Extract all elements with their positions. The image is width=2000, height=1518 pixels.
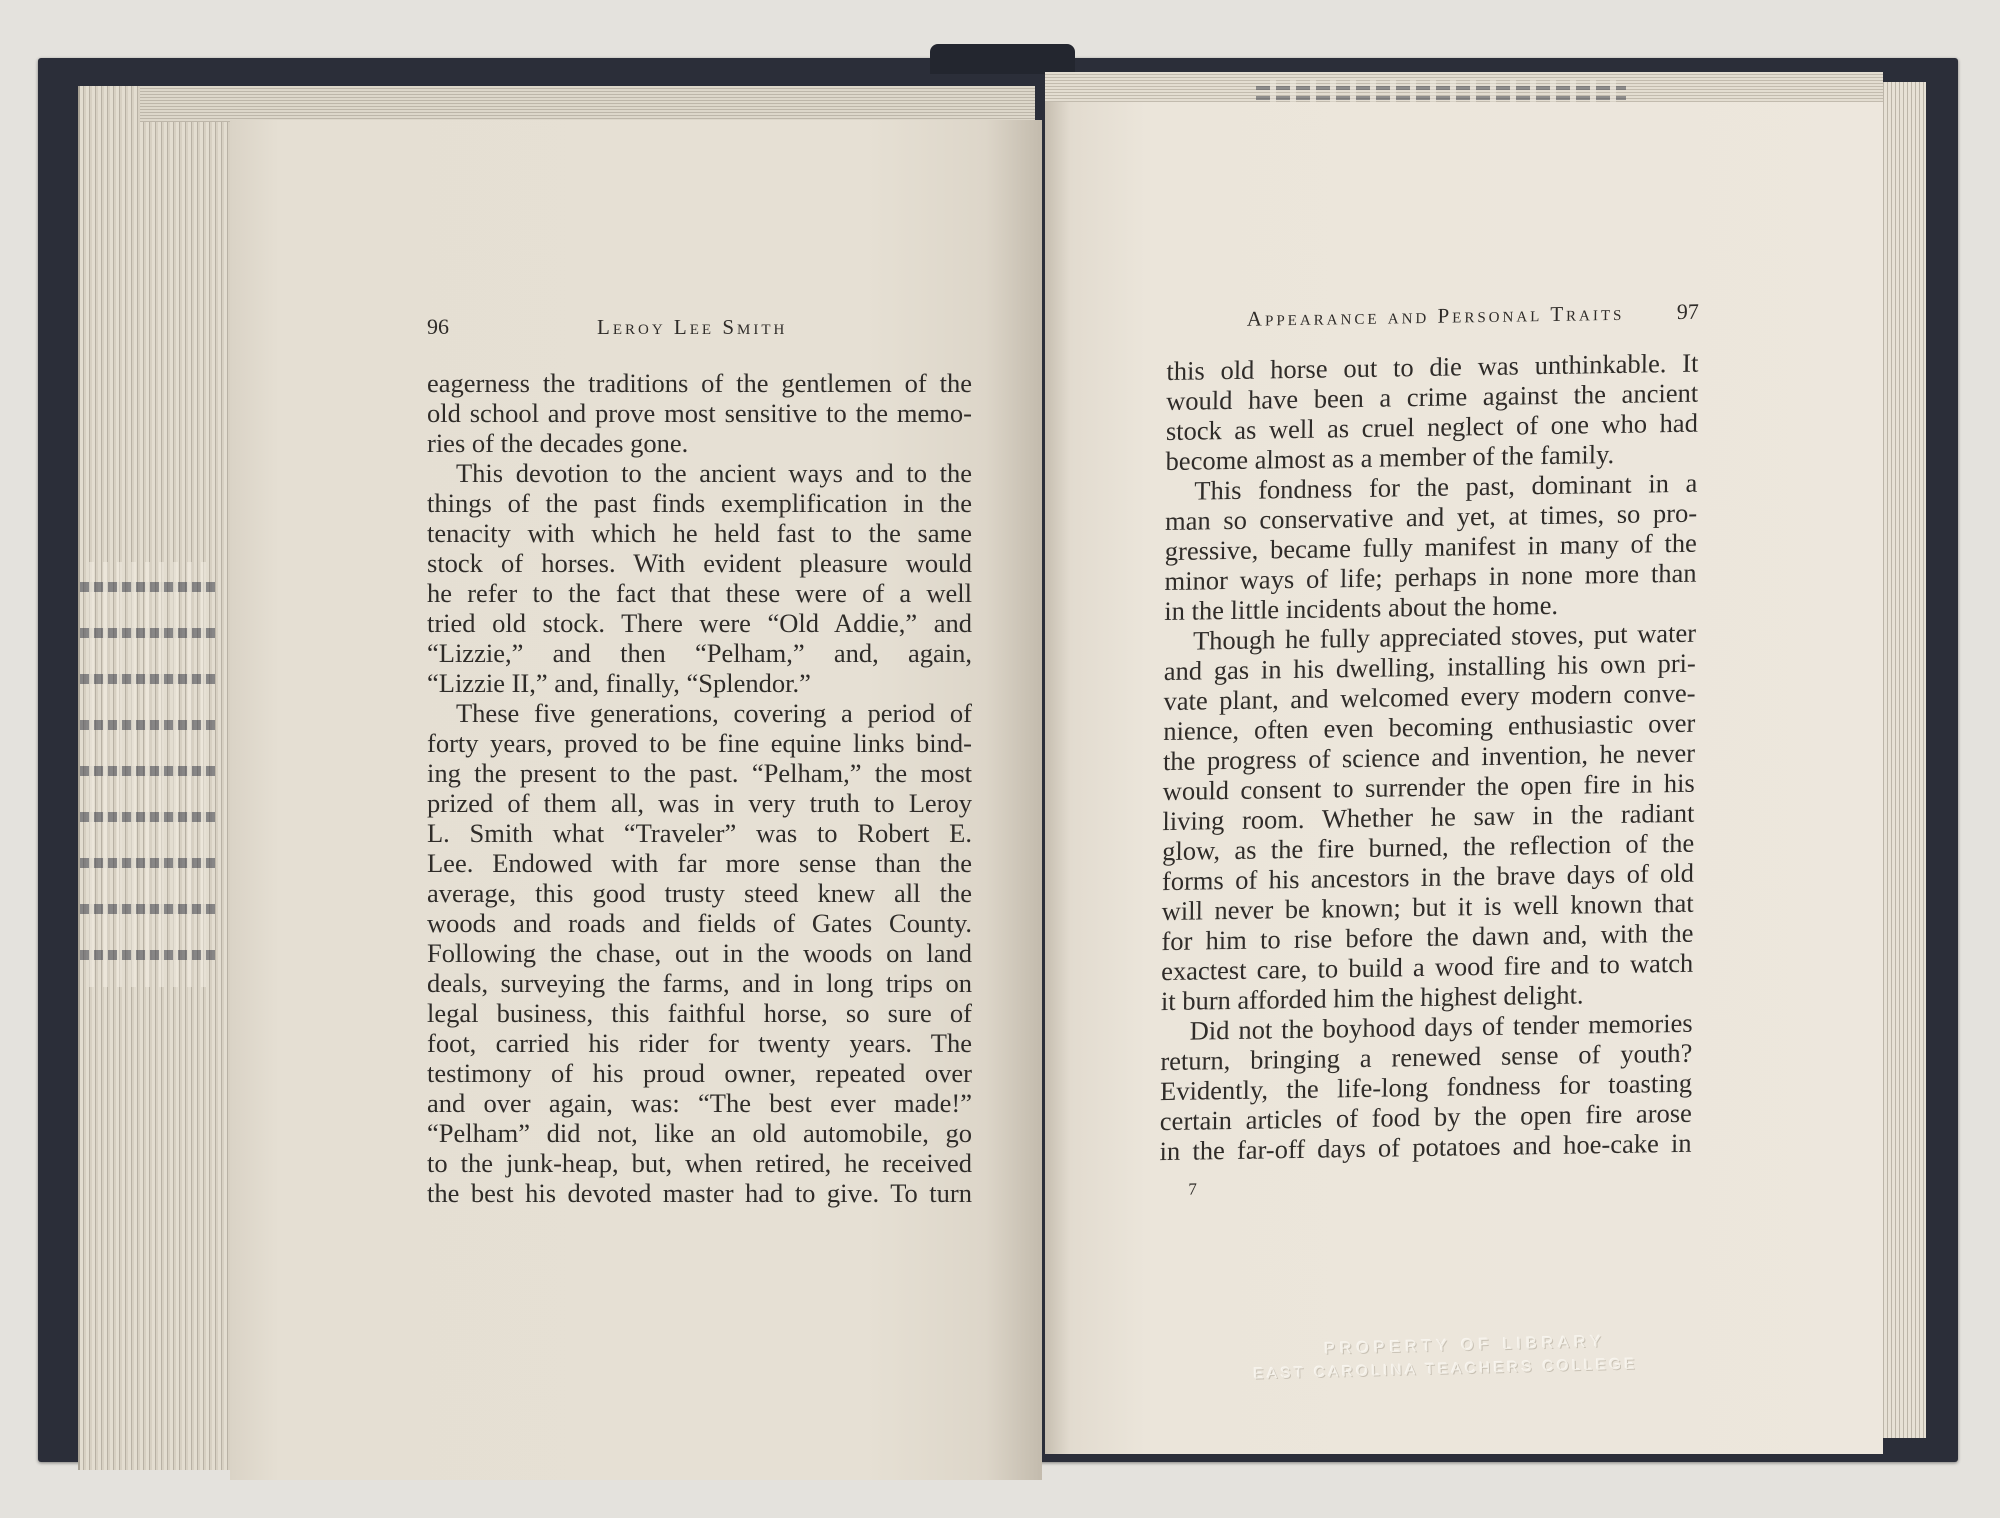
right-page-content (1159, 297, 1699, 1205)
fore-edge-ink-marks (80, 562, 215, 987)
text-line: it burn afforded him the highest delight. (1160, 979, 1584, 1017)
text-line: L. Smith what “Traveler” was to Robert E. (427, 818, 972, 848)
right-page-number: 97 (1676, 298, 1699, 324)
text-line: deals, surveying the farms, and in long trips on (427, 968, 972, 998)
text-line: eagerness the traditions of the gentlemen of the (427, 368, 972, 398)
text-line: return, bringing a renewed sense of youth? (1160, 1037, 1693, 1077)
text-line: This fondness for the past, dominant in a (1194, 467, 1698, 506)
text-line: “Lizzie,” and then “Pelham,” and, again, (427, 638, 972, 668)
text-line: Following the chase, out in the woods on land (427, 938, 972, 968)
left-page-number: 96 (427, 314, 449, 339)
text-line: to the junk-heap, but, when retired, he received (427, 1148, 972, 1178)
text-line: vate plant, and welcomed every modern conve- (1163, 677, 1696, 717)
text-line: exactest care, to build a wood fire and to watch (1161, 947, 1694, 987)
text-line: for him to rise before the dawn and, with the (1161, 917, 1694, 957)
left-page-text (427, 368, 972, 1208)
text-line: would have been a crime against the ancient (1166, 377, 1699, 417)
text-line: “Pelham” did not, like an old automobile, go (427, 1118, 972, 1148)
text-line: testimony of his proud owner, repeated over (427, 1058, 972, 1088)
paragraph (1164, 468, 1697, 626)
text-line: forms of his ancestors in the brave days of old (1161, 857, 1695, 897)
text-line: things of the past finds exemplification in the (427, 488, 972, 518)
right-page-edges (1880, 82, 1926, 1438)
right-page-text (1159, 348, 1698, 1166)
right-running-head-title: Appearance and Personal Traits (1246, 300, 1625, 331)
paragraph (427, 368, 972, 458)
text-line: the progress of science and invention, he never (1162, 737, 1696, 777)
text-line: These five generations, covering a period of (456, 698, 972, 728)
text-line: and over again, was: “The best ever made!” (427, 1088, 972, 1118)
text-line: minor ways of life; perhaps in none more than (1164, 557, 1697, 597)
text-line: ries of the decades gone. (427, 428, 689, 458)
stamp-line-1: PROPERTY OF LIBRARY (1324, 1333, 1607, 1358)
paragraph (1161, 618, 1696, 1016)
right-running-head (1167, 298, 1699, 334)
text-line: gressive, became fully manifest in many of the (1164, 527, 1697, 567)
text-line: become almost as a member of the family. (1165, 438, 1615, 477)
text-line: average, this good trusty steed knew all the (427, 878, 972, 908)
text-line: old school and prove most sensitive to the memo- (427, 398, 972, 428)
text-line: Though he fully appreciated stoves, put water (1192, 617, 1697, 656)
text-line: Evidently, the life-long fondness for toasting (1160, 1067, 1693, 1107)
text-line: he refer to the fact that these were of a well (427, 578, 972, 608)
signature-mark: 7 (1188, 1179, 1197, 1199)
text-line: nience, often even becoming enthusiastic over (1163, 707, 1696, 747)
text-line: prized of them all, was in very truth to Leroy (427, 788, 972, 818)
text-line: woods and roads and fields of Gates County. (427, 908, 972, 938)
text-line: the best his devoted master had to give. To turn (427, 1178, 972, 1208)
paragraph (427, 698, 972, 1208)
text-line: foot, carried his rider for twenty years. The (427, 1028, 972, 1058)
spine-head (930, 44, 1075, 74)
text-line: certain articles of food by the open fire arose (1159, 1097, 1693, 1137)
text-line: “Lizzie II,” and, finally, “Splendor.” (427, 668, 811, 698)
left-top-page-edges (140, 86, 1035, 122)
paragraph (1166, 348, 1699, 476)
text-line: in the little incidents about the home. (1164, 589, 1559, 627)
text-line: man so conservative and yet, at times, so pro- (1164, 497, 1698, 537)
text-line: and gas in his dwelling, installing his own pri- (1163, 647, 1696, 687)
text-line: legal business, this faithful horse, so sure of (427, 998, 972, 1028)
left-running-head-title: Leroy Lee Smith (597, 315, 788, 339)
text-line: forty years, proved to be fine equine links bind- (427, 728, 972, 758)
text-line: Did not the boyhood days of tender memories (1189, 1007, 1693, 1046)
text-line: this old horse out to die was unthinkable. It (1166, 347, 1699, 387)
text-line: ing the present to the past. “Pelham,” the most (427, 758, 972, 788)
text-line: stock as well as cruel neglect of one who had (1165, 407, 1699, 447)
text-line: tenacity with which he held fast to the same (427, 518, 972, 548)
text-line: Lee. Endowed with far more sense than the (427, 848, 972, 878)
text-line: will never be known; but it is well known that (1161, 887, 1694, 927)
text-line: glow, as the fire burned, the reflection of the (1162, 827, 1695, 867)
paragraph (1159, 1008, 1692, 1166)
paragraph (427, 458, 972, 698)
text-line: living room. Whether he saw in the radiant (1162, 797, 1695, 837)
text-line: in the far-off days of potatoes and hoe-cake in (1159, 1127, 1692, 1167)
text-line: would consent to surrender the open fire in his (1162, 767, 1695, 807)
stamp-line-2: EAST CAROLINA TEACHERS COLLEGE (1253, 1355, 1639, 1383)
text-line: tried old stock. There were “Old Addie,” and (427, 608, 972, 638)
text-line: stock of horses. With evident pleasure would (427, 548, 972, 578)
left-running-head (427, 313, 972, 341)
text-line: This devotion to the ancient ways and to the (456, 458, 972, 488)
